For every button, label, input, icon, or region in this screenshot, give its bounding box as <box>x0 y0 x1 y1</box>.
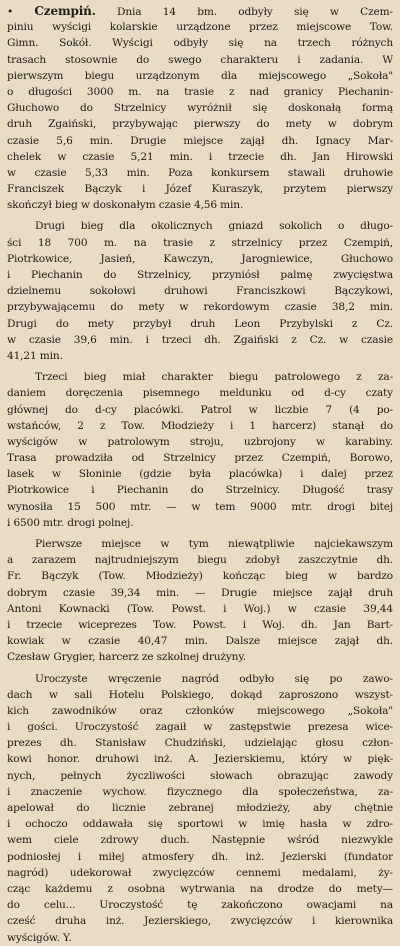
text-line: w czasie 5,33 min. Poza konkursem stawali druhowie <box>7 166 393 179</box>
text-line: do celu... Uroczystość tę zakończono owacjami na <box>7 899 393 912</box>
paragraph-first-place <box>7 536 393 666</box>
text-line: Fr. Bączyk (Tow. Młodzieży) kończąc bieg w bardzo <box>7 570 393 583</box>
article-body <box>7 3 393 946</box>
text-line: prezes dh. Stanisław Chudziński, udzielając głosu człon- <box>7 737 393 750</box>
text-line: apelował do licznie zebranej młodzieży, aby chętnie <box>7 802 393 814</box>
text-line: wynosiła 15 500 mtr. — w tem 9000 mtr. drogi bitej <box>7 500 393 513</box>
text-line: wstańców, 2 z Tow. Młodzieży i 1 harcerz) stanął do <box>7 419 393 432</box>
text-line: trasach stosownie do swego charakteru i zadania. W <box>7 53 393 66</box>
text-line: podniosłej i miłej atmosfery dh. inż. Jezierski (fundator <box>7 850 393 863</box>
text-line: Trzeci bieg miał charakter biegu patrolowego z za- <box>35 371 393 384</box>
text-line: Drugi bieg dla okolicznych gniazd sokolich o długo- <box>35 220 393 233</box>
text-line: dach w sali Hotelu Polskiego, dokąd zaproszono wszyst- <box>7 688 393 701</box>
text-line: piniu wyścigi kolarskie urządzone przez miejscowe Tow. <box>7 21 393 34</box>
text-line: druh Zgaiński, przybywając pierwszy do mety w dobrym <box>7 118 393 131</box>
text-line: chelek w czasie 5,21 min. i trzecie dh. Jan Hirowski <box>7 150 393 163</box>
text-line: nagród) udekorował zwycięzców cennemi medalami, ży- <box>7 866 393 879</box>
text-line: Piotrkowice i Piechanin do Strzelnicy. Długość trasy <box>7 484 393 497</box>
text-line: nych, pełnych życzliwości słowach obrazując zawody <box>7 769 393 782</box>
text-line: cząc każdemu z osobna wytrwania na drodze do mety— <box>7 882 393 895</box>
text-line: Gimn. Sokół. Wyścigi odbyły się na trzech różnych <box>7 37 393 50</box>
text-line: i gości. Uroczystość zagaił w zastępstwie prezesa wice- <box>7 721 393 734</box>
text-line: wyścigów. Y. <box>7 931 72 944</box>
text-line: skończył bieg w doskonałym czasie 4,56 min. <box>7 199 244 212</box>
text-line: i Piechanin do Strzelnicy, przyniósł palmę zwycięstwa <box>7 269 393 281</box>
paragraph-intro <box>7 3 393 213</box>
text-line: cześć druha inż. Jezierskiego, zwycięzców i kierownika <box>7 915 393 928</box>
text-line: dobrym czasie 39,34 min. — Drugie miejsce zajął druh <box>7 586 393 599</box>
dateline-place: Czempiń. <box>34 4 96 18</box>
text-line: daniem doręczenia pisemnego meldunku od d-cy czaty <box>7 387 393 400</box>
text-line: czasie 5,6 min. Drugie miejsce zajął dh. Ignacy Mar- <box>7 134 393 147</box>
text-line: Piotrkowice, Jasień, Kawczyn, Jarogniewice, Głuchowo <box>7 252 393 265</box>
paragraph-third-run <box>7 369 393 531</box>
text-line: o długości 3000 m. na trasie z nad granicy Piechanin- <box>7 85 393 98</box>
text-line: Antoni Kownacki (Tow. Powst. i Woj.) w czasie 39,44 <box>7 602 393 615</box>
text-line: lasek w Słoninie (gdzie była placówka) i dalej przez <box>7 468 393 481</box>
text-line: a zarazem najtrudniejszym biegu zdobył zaszczytnie dh. <box>7 554 393 567</box>
text-line: Franciszek Bączyk i Józef Kuraszyk, przytem pierwszy <box>7 183 393 196</box>
text-line: kowi honor. druhowi inż. A. Jezierskiemu, który w pięk- <box>7 753 393 766</box>
paragraph-ceremony <box>7 671 393 946</box>
paragraph-second-run <box>7 218 393 364</box>
text-line: i 6500 mtr. drogi polnej. <box>7 516 134 529</box>
text-line: i trzecie wiceprezes Tow. Powst. i Woj. dh. Jan Bart- <box>7 618 393 631</box>
text-line: Pierwsze miejsce w tym niewątpliwie najciekawszym <box>35 538 393 550</box>
text-line: kich zawodników oraz członków miejscowego „Sokoła" <box>7 704 393 717</box>
text-line: przybywającemu do mety w rekordowym czasie 38,2 min. <box>7 301 393 314</box>
text-line: głównej do d-cy placówki. Patrol w liczbie 7 (4 po- <box>7 403 393 416</box>
text-line: kowiak w czasie 40,47 min. Dalsze miejsce zajął dh. <box>7 635 393 648</box>
text-line: i ochoczo oddawała się sportowi w imię hasła w zdro- <box>7 818 393 831</box>
text-line: ści 18 700 m. na trasie z strzelnicy przez Czempiń, <box>7 236 393 249</box>
text-line: w czasie 39,6 min. i trzeci dh. Zgaiński z Cz. w czasie <box>7 333 393 346</box>
text-line: Trasa prowadziła od Strzelnicy przez Czempiń, Borowo, <box>7 452 393 465</box>
text-line: wem ciele zdrowy duch. Następnie wśród niezwykle <box>7 834 393 847</box>
text-line: i znaczenie wychow. fizycznego dla społeczeństwa, za- <box>7 785 393 798</box>
text-line: Czesław Grygier, harcerz ze szkolnej drużyny. <box>7 651 246 664</box>
text-line: Drugi do mety przybył druh Leon Przybylski z Cz. <box>7 317 393 330</box>
text-line: Uroczyste wręczenie nagród odbyło się po zawo- <box>35 672 393 685</box>
text-line: Głuchowo do Strzelnicy wyróżnił się doskonałą formą <box>7 102 393 115</box>
text-line: pierwszym biegu urządzonym dla miejscowego „Sokoła" <box>7 69 393 82</box>
text-line: dzielnemu sokołowi druhowi Franciszkowi Bączykowi, <box>7 285 393 298</box>
text-line: wyścigów w patrolowym stroju, uzbrojony w karabiny. <box>7 435 393 448</box>
text-line: • Czempiń. Dnia 14 bm. odbyły się w Czem- <box>7 4 393 18</box>
text-line: 41,21 min. <box>7 349 63 362</box>
